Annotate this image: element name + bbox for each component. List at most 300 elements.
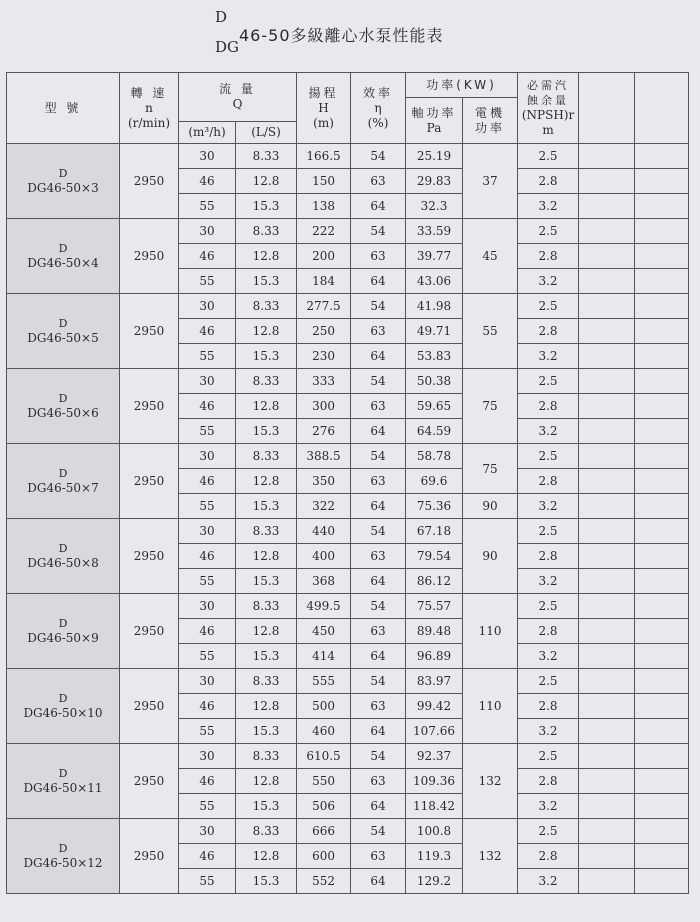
- blank-cell: [635, 869, 689, 894]
- head-cell: 414: [297, 644, 351, 669]
- table-row: [7, 819, 689, 844]
- blank-cell: [579, 444, 635, 469]
- efficiency-cell: 64: [351, 569, 406, 594]
- blank-cell: [635, 444, 689, 469]
- head-cell: 600: [297, 844, 351, 869]
- flow-ls-cell: 8.33: [236, 819, 297, 844]
- efficiency-cell: 54: [351, 669, 406, 694]
- flow-ls-cell: 12.8: [236, 844, 297, 869]
- motor-power-cell: 90: [463, 494, 518, 519]
- npsh-cell: 3.2: [518, 194, 579, 219]
- flow-ls-cell: 12.8: [236, 319, 297, 344]
- npsh-cell: 3.2: [518, 269, 579, 294]
- flow-ls-cell: 8.33: [236, 219, 297, 244]
- flow-m3h-cell: 30: [179, 219, 236, 244]
- page-title: [215, 8, 515, 58]
- blank-cell: [579, 269, 635, 294]
- flow-ls-cell: 12.8: [236, 394, 297, 419]
- head-cell: 200: [297, 244, 351, 269]
- model-cell: [7, 444, 120, 519]
- header-speed: 轉 速 n (r/min): [120, 73, 179, 144]
- npsh-cell: 3.2: [518, 719, 579, 744]
- blank-cell: [579, 144, 635, 169]
- head-cell: 388.5: [297, 444, 351, 469]
- flow-m3h-cell: 30: [179, 594, 236, 619]
- blank-cell: [635, 219, 689, 244]
- flow-m3h-cell: 55: [179, 344, 236, 369]
- efficiency-cell: 64: [351, 194, 406, 219]
- npsh-cell: 2.5: [518, 219, 579, 244]
- blank-cell: [579, 319, 635, 344]
- model-cell: [7, 819, 120, 894]
- speed-cell: 2950: [120, 669, 179, 744]
- flow-m3h-cell: 55: [179, 869, 236, 894]
- flow-m3h-cell: 55: [179, 269, 236, 294]
- efficiency-cell: 54: [351, 444, 406, 469]
- model-cell: [7, 369, 120, 444]
- head-cell: 506: [297, 794, 351, 819]
- flow-ls-cell: 15.3: [236, 719, 297, 744]
- model-prefix: D: [58, 167, 68, 180]
- head-cell: 368: [297, 569, 351, 594]
- head-cell: 350: [297, 469, 351, 494]
- blank-cell: [579, 719, 635, 744]
- head-cell: 555: [297, 669, 351, 694]
- model-name: DG46-50×8: [27, 556, 99, 570]
- efficiency-cell: 64: [351, 794, 406, 819]
- model-prefix: D: [58, 467, 68, 480]
- flow-ls-cell: 8.33: [236, 369, 297, 394]
- speed-cell: 2950: [120, 744, 179, 819]
- npsh-cell: 2.5: [518, 369, 579, 394]
- efficiency-cell: 54: [351, 219, 406, 244]
- npsh-cell: 3.2: [518, 869, 579, 894]
- shaft-power-cell: 83.97: [406, 669, 463, 694]
- speed-cell: 2950: [120, 594, 179, 669]
- title-prefix-bottom: DG: [215, 38, 240, 56]
- npsh-cell: 2.5: [518, 144, 579, 169]
- efficiency-cell: 54: [351, 594, 406, 619]
- blank-cell: [579, 694, 635, 719]
- motor-power-cell: 110: [463, 669, 518, 744]
- model-name: DG46-50×4: [27, 256, 99, 270]
- head-cell: 610.5: [297, 744, 351, 769]
- head-cell: 666: [297, 819, 351, 844]
- header-model: 型 號: [7, 73, 120, 144]
- npsh-cell: 3.2: [518, 344, 579, 369]
- efficiency-cell: 54: [351, 519, 406, 544]
- npsh-cell: 3.2: [518, 569, 579, 594]
- blank-cell: [579, 394, 635, 419]
- header-blank-2: [635, 73, 689, 144]
- npsh-cell: 2.8: [518, 169, 579, 194]
- shaft-power-cell: 53.83: [406, 344, 463, 369]
- performance-table: [6, 72, 689, 894]
- head-cell: 552: [297, 869, 351, 894]
- flow-m3h-cell: 30: [179, 819, 236, 844]
- title-prefix-top: D: [215, 8, 228, 26]
- shaft-power-cell: 25.19: [406, 144, 463, 169]
- blank-cell: [635, 244, 689, 269]
- motor-power-cell: 90: [463, 519, 518, 594]
- model-name: DG46-50×9: [27, 631, 99, 645]
- blank-cell: [635, 469, 689, 494]
- motor-power-cell: 75: [463, 369, 518, 444]
- header-blank-1: [579, 73, 635, 144]
- header-shaft-power: 軸功率 Pa: [406, 98, 463, 144]
- model-prefix: D: [58, 617, 68, 630]
- blank-cell: [635, 294, 689, 319]
- flow-m3h-cell: 55: [179, 494, 236, 519]
- blank-cell: [635, 694, 689, 719]
- head-cell: 333: [297, 369, 351, 394]
- blank-cell: [579, 244, 635, 269]
- npsh-cell: 3.2: [518, 419, 579, 444]
- blank-cell: [635, 144, 689, 169]
- npsh-cell: 2.5: [518, 819, 579, 844]
- shaft-power-cell: 109.36: [406, 769, 463, 794]
- efficiency-cell: 63: [351, 244, 406, 269]
- flow-m3h-cell: 30: [179, 444, 236, 469]
- shaft-power-cell: 119.3: [406, 844, 463, 869]
- flow-m3h-cell: 46: [179, 769, 236, 794]
- flow-ls-cell: 15.3: [236, 869, 297, 894]
- efficiency-cell: 63: [351, 319, 406, 344]
- shaft-power-cell: 86.12: [406, 569, 463, 594]
- efficiency-cell: 63: [351, 169, 406, 194]
- blank-cell: [579, 169, 635, 194]
- flow-m3h-cell: 46: [179, 394, 236, 419]
- npsh-cell: 2.8: [518, 394, 579, 419]
- blank-cell: [635, 194, 689, 219]
- motor-power-cell: 75: [463, 444, 518, 494]
- table-row: [7, 744, 689, 769]
- flow-ls-cell: 15.3: [236, 269, 297, 294]
- head-cell: 322: [297, 494, 351, 519]
- efficiency-cell: 63: [351, 394, 406, 419]
- table-row: [7, 444, 689, 469]
- blank-cell: [635, 494, 689, 519]
- flow-m3h-cell: 55: [179, 644, 236, 669]
- efficiency-cell: 63: [351, 619, 406, 644]
- blank-cell: [635, 394, 689, 419]
- shaft-power-cell: 75.36: [406, 494, 463, 519]
- head-cell: 230: [297, 344, 351, 369]
- flow-ls-cell: 8.33: [236, 144, 297, 169]
- head-cell: 499.5: [297, 594, 351, 619]
- blank-cell: [635, 669, 689, 694]
- shaft-power-cell: 89.48: [406, 619, 463, 644]
- head-cell: 450: [297, 619, 351, 644]
- shaft-power-cell: 129.2: [406, 869, 463, 894]
- shaft-power-cell: 32.3: [406, 194, 463, 219]
- flow-m3h-cell: 46: [179, 244, 236, 269]
- blank-cell: [579, 594, 635, 619]
- motor-power-cell: 45: [463, 219, 518, 294]
- shaft-power-cell: 99.42: [406, 694, 463, 719]
- motor-power-cell: 132: [463, 744, 518, 819]
- shaft-power-cell: 59.65: [406, 394, 463, 419]
- speed-cell: 2950: [120, 369, 179, 444]
- blank-cell: [635, 319, 689, 344]
- blank-cell: [635, 794, 689, 819]
- npsh-cell: 3.2: [518, 644, 579, 669]
- speed-cell: 2950: [120, 444, 179, 519]
- shaft-power-cell: 43.06: [406, 269, 463, 294]
- npsh-cell: 2.5: [518, 594, 579, 619]
- flow-ls-cell: 12.8: [236, 769, 297, 794]
- blank-cell: [635, 369, 689, 394]
- flow-ls-cell: 12.8: [236, 469, 297, 494]
- head-cell: 277.5: [297, 294, 351, 319]
- table-row: [7, 519, 689, 544]
- flow-m3h-cell: 46: [179, 694, 236, 719]
- blank-cell: [579, 369, 635, 394]
- npsh-cell: 2.5: [518, 444, 579, 469]
- motor-power-cell: 110: [463, 594, 518, 669]
- npsh-cell: 2.5: [518, 669, 579, 694]
- blank-cell: [579, 294, 635, 319]
- npsh-cell: 2.5: [518, 744, 579, 769]
- flow-ls-cell: 15.3: [236, 644, 297, 669]
- flow-ls-cell: 8.33: [236, 594, 297, 619]
- flow-ls-cell: 8.33: [236, 444, 297, 469]
- efficiency-cell: 64: [351, 494, 406, 519]
- npsh-cell: 3.2: [518, 794, 579, 819]
- head-cell: 138: [297, 194, 351, 219]
- flow-m3h-cell: 30: [179, 144, 236, 169]
- model-cell: [7, 669, 120, 744]
- table-row: [7, 594, 689, 619]
- blank-cell: [635, 819, 689, 844]
- flow-m3h-cell: 30: [179, 294, 236, 319]
- shaft-power-cell: 64.59: [406, 419, 463, 444]
- title-text: 46-50多級離心水泵性能表: [239, 26, 444, 45]
- blank-cell: [579, 194, 635, 219]
- flow-ls-cell: 12.8: [236, 694, 297, 719]
- flow-m3h-cell: 55: [179, 719, 236, 744]
- blank-cell: [579, 769, 635, 794]
- shaft-power-cell: 107.66: [406, 719, 463, 744]
- blank-cell: [579, 744, 635, 769]
- shaft-power-cell: 92.37: [406, 744, 463, 769]
- efficiency-cell: 54: [351, 294, 406, 319]
- shaft-power-cell: 118.42: [406, 794, 463, 819]
- efficiency-cell: 63: [351, 694, 406, 719]
- shaft-power-cell: 96.89: [406, 644, 463, 669]
- flow-ls-cell: 12.8: [236, 169, 297, 194]
- flow-m3h-cell: 30: [179, 669, 236, 694]
- head-cell: 222: [297, 219, 351, 244]
- flow-ls-cell: 15.3: [236, 569, 297, 594]
- head-cell: 460: [297, 719, 351, 744]
- blank-cell: [635, 269, 689, 294]
- flow-m3h-cell: 46: [179, 544, 236, 569]
- model-name: DG46-50×3: [27, 181, 99, 195]
- model-prefix: D: [58, 692, 68, 705]
- flow-ls-cell: 8.33: [236, 294, 297, 319]
- blank-cell: [579, 519, 635, 544]
- flow-m3h-cell: 46: [179, 469, 236, 494]
- model-name: DG46-50×12: [23, 856, 103, 870]
- blank-cell: [579, 869, 635, 894]
- flow-ls-cell: 15.3: [236, 494, 297, 519]
- blank-cell: [635, 619, 689, 644]
- head-cell: 300: [297, 394, 351, 419]
- flow-m3h-cell: 30: [179, 369, 236, 394]
- blank-cell: [579, 419, 635, 444]
- model-cell: [7, 519, 120, 594]
- blank-cell: [579, 469, 635, 494]
- model-prefix: D: [58, 542, 68, 555]
- flow-ls-cell: 12.8: [236, 244, 297, 269]
- model-prefix: D: [58, 767, 68, 780]
- shaft-power-cell: 79.54: [406, 544, 463, 569]
- npsh-cell: 2.8: [518, 769, 579, 794]
- npsh-cell: 2.8: [518, 844, 579, 869]
- shaft-power-cell: 29.83: [406, 169, 463, 194]
- blank-cell: [579, 219, 635, 244]
- efficiency-cell: 63: [351, 544, 406, 569]
- model-name: DG46-50×6: [27, 406, 99, 420]
- npsh-cell: 3.2: [518, 494, 579, 519]
- blank-cell: [579, 494, 635, 519]
- blank-cell: [635, 719, 689, 744]
- flow-m3h-cell: 46: [179, 319, 236, 344]
- shaft-power-cell: 67.18: [406, 519, 463, 544]
- flow-ls-cell: 15.3: [236, 419, 297, 444]
- shaft-power-cell: 49.71: [406, 319, 463, 344]
- speed-cell: 2950: [120, 819, 179, 894]
- blank-cell: [635, 844, 689, 869]
- blank-cell: [579, 619, 635, 644]
- model-cell: [7, 594, 120, 669]
- table-row: [7, 144, 689, 169]
- header-flow-m3h: (m³/h): [179, 122, 236, 144]
- blank-cell: [579, 819, 635, 844]
- flow-ls-cell: 8.33: [236, 519, 297, 544]
- blank-cell: [579, 844, 635, 869]
- flow-ls-cell: 12.8: [236, 544, 297, 569]
- head-cell: 500: [297, 694, 351, 719]
- blank-cell: [579, 569, 635, 594]
- table-body: [7, 144, 689, 894]
- blank-cell: [635, 744, 689, 769]
- table-row: [7, 219, 689, 244]
- efficiency-cell: 64: [351, 719, 406, 744]
- speed-cell: 2950: [120, 294, 179, 369]
- model-cell: [7, 744, 120, 819]
- model-cell: [7, 294, 120, 369]
- blank-cell: [635, 419, 689, 444]
- npsh-cell: 2.8: [518, 619, 579, 644]
- flow-m3h-cell: 55: [179, 419, 236, 444]
- header-power: 功率(KW): [406, 73, 518, 98]
- model-name: DG46-50×10: [23, 706, 103, 720]
- header-motor-power: 電機 功率: [463, 98, 518, 144]
- blank-cell: [579, 344, 635, 369]
- blank-cell: [635, 519, 689, 544]
- efficiency-cell: 64: [351, 419, 406, 444]
- npsh-cell: 2.8: [518, 319, 579, 344]
- shaft-power-cell: 75.57: [406, 594, 463, 619]
- efficiency-cell: 64: [351, 344, 406, 369]
- blank-cell: [579, 644, 635, 669]
- model-name: DG46-50×11: [23, 781, 103, 795]
- flow-ls-cell: 12.8: [236, 619, 297, 644]
- header-head: 揚程 H (m): [297, 73, 351, 144]
- efficiency-cell: 63: [351, 469, 406, 494]
- head-cell: 166.5: [297, 144, 351, 169]
- table-row: [7, 294, 689, 319]
- blank-cell: [635, 544, 689, 569]
- flow-m3h-cell: 55: [179, 569, 236, 594]
- flow-m3h-cell: 46: [179, 844, 236, 869]
- header-flow-ls: (L/S): [236, 122, 297, 144]
- blank-cell: [635, 344, 689, 369]
- model-prefix: D: [58, 317, 68, 330]
- flow-m3h-cell: 46: [179, 169, 236, 194]
- blank-cell: [579, 794, 635, 819]
- blank-cell: [635, 769, 689, 794]
- efficiency-cell: 64: [351, 869, 406, 894]
- table-header: [7, 73, 689, 144]
- head-cell: 250: [297, 319, 351, 344]
- flow-m3h-cell: 30: [179, 519, 236, 544]
- table-row: [7, 669, 689, 694]
- head-cell: 184: [297, 269, 351, 294]
- blank-cell: [635, 169, 689, 194]
- speed-cell: 2950: [120, 144, 179, 219]
- table-row: [7, 369, 689, 394]
- flow-m3h-cell: 30: [179, 744, 236, 769]
- flow-m3h-cell: 55: [179, 794, 236, 819]
- shaft-power-cell: 39.77: [406, 244, 463, 269]
- flow-ls-cell: 8.33: [236, 669, 297, 694]
- shaft-power-cell: 58.78: [406, 444, 463, 469]
- blank-cell: [635, 594, 689, 619]
- header-efficiency: 效率 η (%): [351, 73, 406, 144]
- efficiency-cell: 54: [351, 144, 406, 169]
- npsh-cell: 2.5: [518, 294, 579, 319]
- flow-ls-cell: 15.3: [236, 794, 297, 819]
- shaft-power-cell: 69.6: [406, 469, 463, 494]
- efficiency-cell: 63: [351, 769, 406, 794]
- model-prefix: D: [58, 842, 68, 855]
- model-prefix: D: [58, 242, 68, 255]
- blank-cell: [635, 569, 689, 594]
- flow-ls-cell: 15.3: [236, 344, 297, 369]
- npsh-cell: 2.8: [518, 694, 579, 719]
- header-flow: 流 量 Q: [179, 73, 297, 122]
- motor-power-cell: 55: [463, 294, 518, 369]
- model-prefix: D: [58, 392, 68, 405]
- head-cell: 150: [297, 169, 351, 194]
- efficiency-cell: 63: [351, 844, 406, 869]
- speed-cell: 2950: [120, 219, 179, 294]
- head-cell: 550: [297, 769, 351, 794]
- motor-power-cell: 132: [463, 819, 518, 894]
- npsh-cell: 2.8: [518, 469, 579, 494]
- model-name: DG46-50×5: [27, 331, 99, 345]
- blank-cell: [579, 544, 635, 569]
- flow-m3h-cell: 55: [179, 194, 236, 219]
- blank-cell: [579, 669, 635, 694]
- flow-ls-cell: 8.33: [236, 744, 297, 769]
- npsh-cell: 2.8: [518, 544, 579, 569]
- model-name: DG46-50×7: [27, 481, 99, 495]
- model-cell: [7, 219, 120, 294]
